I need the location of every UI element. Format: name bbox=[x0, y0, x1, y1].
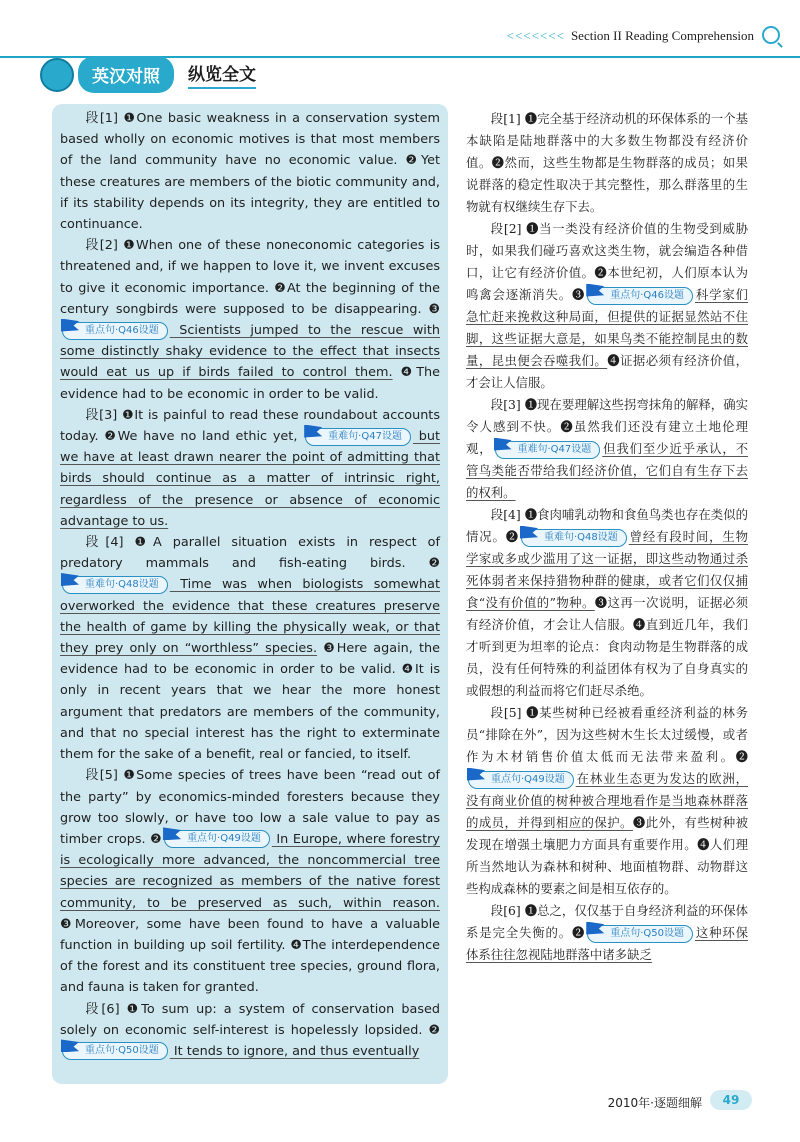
english-p2-end: ❹The evidence had to be economic in order to be valid. bbox=[60, 365, 441, 402]
chinese-key-sentence-q50: 这种环保体系往往忽视陆地群落中诸多缺乏 bbox=[466, 925, 749, 962]
footer-label: 2010年·逐题细解 bbox=[607, 1096, 702, 1110]
section-title: Section II Reading Comprehension bbox=[570, 28, 754, 43]
english-p4-intro: 段[4] ❶A parallel situation exists in respect of predatory mammals and fish-eating birds. ❷ bbox=[60, 535, 440, 572]
chinese-p5-intro: 段[5] ❶某些树种已经被看重经济利益的林务员“排除在外”，因为这些树木生长太过缓慢，或者作为木材销售价值太低而无法带来盈利。❷ bbox=[466, 705, 748, 764]
english-p6-intro: 段[6] ❶To sum up: a system of conservation based solely on economic self-interest is hopelessly lopsided. ❷ bbox=[60, 1001, 440, 1038]
english-paragraph-4 bbox=[60, 532, 440, 765]
english-paragraph-3 bbox=[60, 405, 440, 532]
chinese-p3-intro: 段[3] ❶现在要理解这些拐弯抹角的解释，确实令人感到不快。❷虽然我们还没有建立土地伦理观， bbox=[466, 397, 748, 456]
magnifier-badge-icon bbox=[40, 58, 74, 92]
cn-key-sentence-flag-q49: 重点句·Q49设题 bbox=[468, 771, 574, 789]
english-key-sentence-q47: but we have at least drawn nearer the point of admitting that birds should continue as a matter of intrinsic right, regardless of the presence or absence of economic advantage to us. bbox=[60, 429, 440, 529]
chinese-key-sentence-q48: 曾经有段时间，生物学家或多或少滥用了这一证据，即这些动物通过杀死体弱者来保持猎物种群的健康，或者它们仅仅捕食“没有价值的”物种。 bbox=[466, 529, 749, 610]
running-header bbox=[507, 28, 754, 44]
key-sentence-flag-q47: 重难句·Q47设题 bbox=[305, 428, 411, 446]
english-key-sentence-q49: In Europe, where forestry is ecologically more advanced, the noncommercial tree species are recognized as members of the native forest community, to be preserved as such, within reason. bbox=[60, 831, 441, 911]
english-p2-intro: 段[2] ❶When one of these noneconomic categories is threatened and, if we happen to love it, we invent excuses to give it economic importance. ❷At the beginning of the century songbirds were supposed to be disappearing. ❸ bbox=[60, 238, 440, 317]
page-number: 49 bbox=[710, 1090, 752, 1110]
chinese-p5-end: ❸此外，有些树种被发现在增强土壤肥力方面具有重要作用。❹人们理所当然地认为森林和树种、地面植物群、动物群这些构成森林的要素之间是相互依存的。 bbox=[466, 815, 749, 896]
english-paragraph-2 bbox=[60, 235, 440, 405]
tab-sub-label: 纵览全文 bbox=[188, 60, 256, 89]
english-paragraph-6 bbox=[60, 999, 440, 1063]
chinese-p4-end: ❸这再一次说明，证据必须有经济价值，才会让人信服。❹直到近几年，我们才听到更为坦率的论点：食肉动物是生物群落的成员，没有任何特殊的利益团体有权为了自身真实的或假想的利益而将它们赶尽杀绝。 bbox=[466, 595, 748, 698]
english-p5-end: ❸Moreover, some have been found to have a valuable function in building up soil fertility. ❹The interdependence of the forest and its constituent tree species, ground flora, and fauna is taken for granted. bbox=[60, 916, 440, 996]
chinese-p2-intro: 段[2] ❶当一类没有经济价值的生物受到威胁时，如果我们碰巧喜欢这类生物，就会编造各种借口，让它有经济价值。❷本世纪初，人们原本认为鸣禽会逐渐消失。❸ bbox=[466, 221, 748, 302]
cn-key-sentence-flag-q47: 重难句·Q47设题 bbox=[495, 441, 601, 459]
chinese-key-sentence-q46: 科学家们急忙赶来挽救这种局面，但提供的证据显然站不住脚，这些证据大意是，如果鸟类不能控制昆虫的数量，昆虫便会吞噬我们。 bbox=[466, 287, 749, 368]
chinese-paragraph-2 bbox=[466, 218, 748, 394]
chinese-paragraph-5 bbox=[466, 702, 748, 900]
english-text-column bbox=[60, 108, 440, 1062]
english-key-sentence-q46: Scientists jumped to the rescue with some distinctly shaky evidence to the effect that insects would eat us up if birds failed to control them. bbox=[60, 323, 440, 381]
english-paragraph-1: 段[1] ❶One basic weakness in a conservation system based wholly on economic motives is that most members of the land community have no economic value. ❷Yet these creatures are members of the biotic community and, if its stability depends on its integrity, they are entitled to continuance. bbox=[60, 111, 440, 233]
chinese-p6-intro: 段[6] ❶总之，仅仅基于自身经济利益的环保体系是完全失衡的。❷ bbox=[466, 903, 748, 940]
section-tab bbox=[40, 56, 256, 93]
key-sentence-flag-q46: 重点句·Q46设题 bbox=[62, 322, 168, 340]
chinese-p2-end: ❹证据必须有经济价值，才会让人信服。 bbox=[466, 353, 749, 390]
chinese-paragraph-1: 段[1] ❶完全基于经济动机的环保体系的一个基本缺陷是陆地群落中的大多数生物都没有经济价值。❷然而，这些生物都是生物群落的成员；如果说群落的稳定性取决于其完整性，那么群落里的生物就有权继续生存下去。 bbox=[466, 111, 748, 214]
chinese-key-sentence-q49: 在林业生态更为发达的欧洲，没有商业价值的树种被合理地看作是当地森林群落的成员，并得到相应的保护。 bbox=[466, 771, 748, 830]
chinese-paragraph-3 bbox=[466, 394, 748, 504]
chevrons-icon: <<<<<<< bbox=[506, 28, 565, 43]
search-icon bbox=[762, 26, 780, 44]
cn-key-sentence-flag-q48: 重难句·Q48设题 bbox=[521, 529, 627, 547]
english-p4-end: ❸Here again, the evidence had to be economic in order to be valid. ❹It is only in recent years that we hear the more honest argument that predators are members of the community, and that no special interest has the right to exterminate them for the sake of a benefit, real or fancied, to itself. bbox=[60, 641, 440, 763]
tab-main-label: 英汉对照 bbox=[78, 56, 174, 93]
chinese-p4-intro: 段[4] ❶食肉哺乳动物和食鱼鸟类也存在类似的情况。❷ bbox=[466, 507, 748, 544]
key-sentence-flag-q50: 重点句·Q50设题 bbox=[62, 1042, 168, 1060]
key-sentence-flag-q48: 重难句·Q48设题 bbox=[62, 576, 168, 594]
chinese-text-column bbox=[466, 108, 748, 966]
english-p3-intro: 段[3] ❶It is painful to read these roundabout accounts today. ❷We have no land ethic yet, bbox=[60, 407, 440, 445]
english-paragraph-5 bbox=[60, 765, 440, 998]
chinese-key-sentence-q47: 但我们至少近乎承认，不管鸟类能否带给我们经济价值，它们自有生存下去的权利。 bbox=[466, 441, 749, 500]
key-sentence-flag-q49: 重点句·Q49设题 bbox=[164, 830, 270, 848]
english-p5-intro: 段[5] ❶Some species of trees have been “read out of the party” by economics-minded foresters because they grow too slowly, or have too low a sale value to pay as timber crops. ❷ bbox=[60, 768, 440, 847]
chinese-paragraph-4 bbox=[466, 504, 748, 702]
english-key-sentence-q50: It tends to ignore, and thus eventually bbox=[169, 1043, 420, 1059]
chinese-paragraph-6 bbox=[466, 900, 748, 966]
english-key-sentence-q48: Time was when biologists somewhat overworked the evidence that these creatures preserve the health of game by killing the physically weak, or that they prey only on “worthless” species. bbox=[60, 577, 440, 657]
cn-key-sentence-flag-q50: 重点句·Q50设题 bbox=[587, 925, 693, 943]
cn-key-sentence-flag-q46: 重点句·Q46设题 bbox=[587, 287, 693, 305]
